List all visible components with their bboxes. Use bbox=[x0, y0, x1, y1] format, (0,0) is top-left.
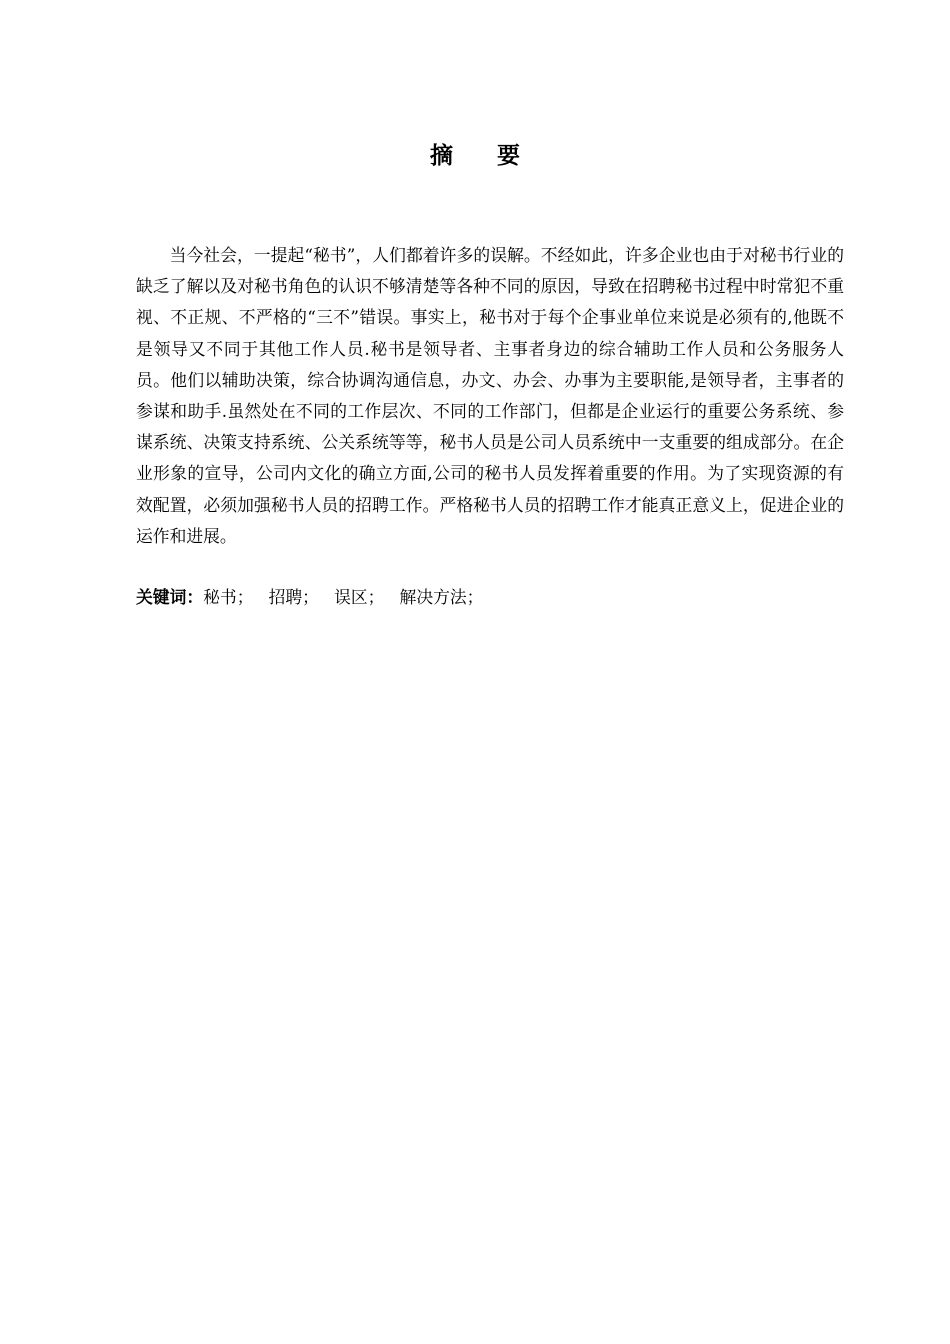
keyword-item: 秘书； bbox=[203, 587, 254, 607]
abstract-paragraph: 当今社会，一提起“秘书”，人们都着许多的误解。不经如此，许多企业也由于对秘书行业的缺乏了解以及对秘书角色的认识不够清楚等各种不同的原因，导致在招聘秘书过程中时常犯不重视、不正规、不严格的“三不”错误。事实上，秘书对于每个企事业单位来说是必须有的,他既不是领导又不同于其他工作人员.秘书是领导者、主事者身边的综合辅助工作人员和公务服务人员。他们以辅助决策，综合协调沟通信息，办文、办会、办事为主要职能,是领导者，主事者的参谋和助手.虽然处在不同的工作层次、不同的工作部门，但都是企业运行的重要公务系统、参谋系统、决策支持系统、公关系统等等，秘书人员是公司人员系统中一支重要的组成部分。在企业形象的宣导，公司内文化的确立方面,公司的秘书人员发挥着重要的作用。为了实现资源的有效配置，必须加强秘书人员的招聘工作。严格秘书人员的招聘工作才能真正意义上，促进企业的运作和进展。 bbox=[136, 245, 844, 546]
keyword-item: 误区； bbox=[334, 587, 385, 607]
keywords-line bbox=[136, 584, 844, 610]
keywords-label: 关键词： bbox=[136, 587, 204, 607]
keyword-item: 解决方法； bbox=[399, 587, 484, 607]
abstract-title: 摘 要 bbox=[429, 143, 538, 169]
keyword-item: 招聘； bbox=[268, 587, 319, 607]
